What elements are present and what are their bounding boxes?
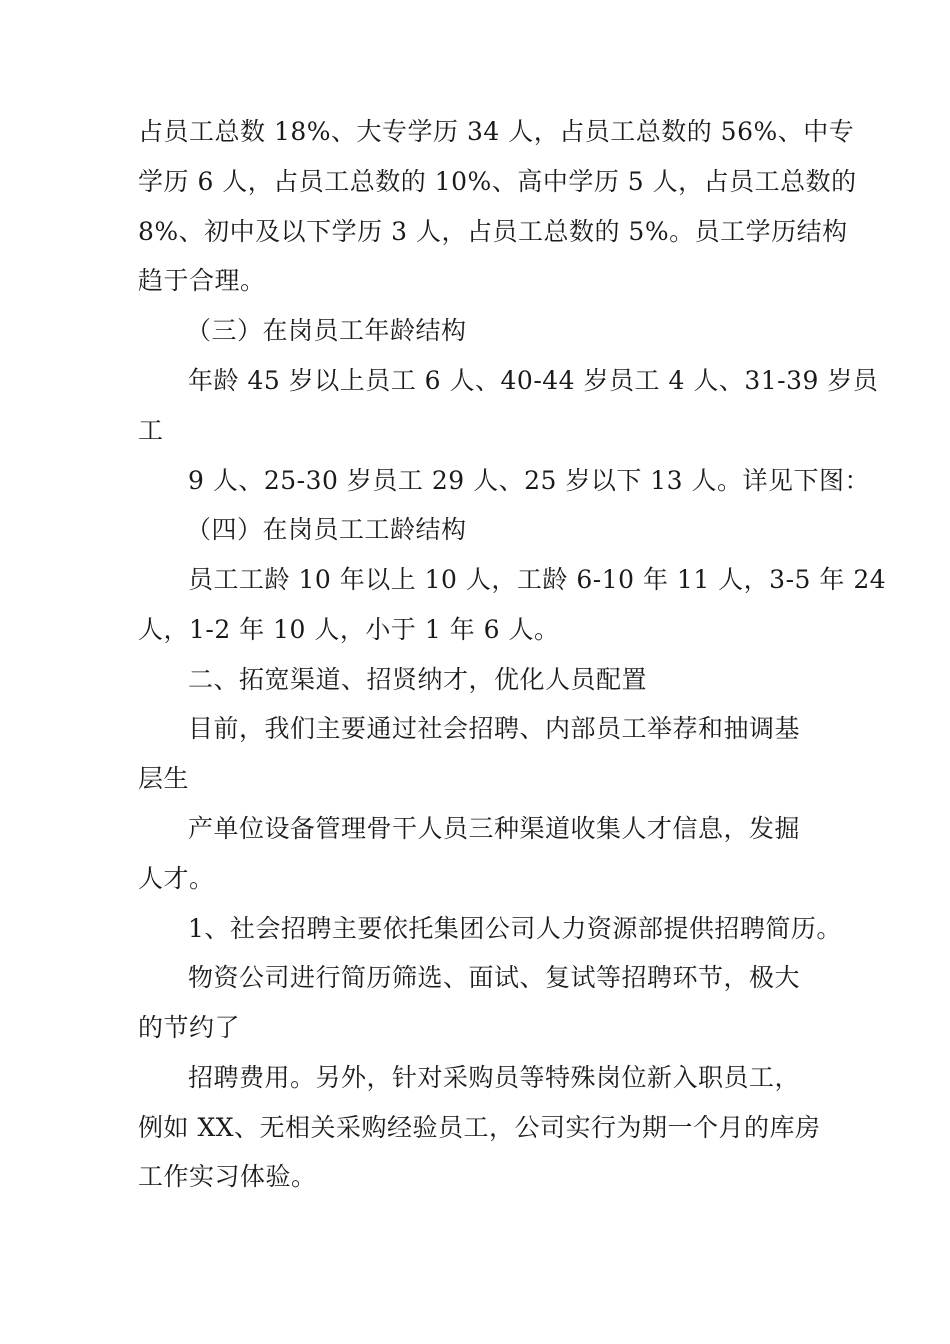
- text-line: 工: [138, 416, 164, 445]
- text-line: 人，1-2 年 10 人，小于 1 年 6 人。: [138, 615, 560, 644]
- text-line: 员工工龄 10 年以上 10 人，工龄 6-10 年 11 人，3-5 年 24: [188, 565, 887, 594]
- text-line: 工作实习体验。: [138, 1162, 317, 1191]
- text-line: 产单位设备管理骨干人员三种渠道收集人才信息，发掘: [188, 814, 801, 843]
- text-line: 学历 6 人，占员工总数的 10%、高中学历 5 人，占员工总数的: [138, 167, 857, 196]
- text-line: 年龄 45 岁以上员工 6 人、40-44 岁员工 4 人、31-39 岁员: [188, 366, 879, 395]
- section-heading: （四）在岗员工工龄结构: [186, 515, 467, 544]
- text-line: 物资公司进行简历筛选、面试、复试等招聘环节，极大: [188, 963, 801, 992]
- text-line: 例如 XX、无相关采购经验员工，公司实行为期一个月的库房: [138, 1113, 821, 1142]
- text-line: 1、社会招聘主要依托集团公司人力资源部提供招聘简历。: [188, 914, 842, 943]
- text-line: 目前，我们主要通过社会招聘、内部员工举荐和抽调基: [188, 714, 801, 743]
- section-heading: （三）在岗员工年龄结构: [186, 316, 467, 345]
- text-line: 9 人、25-30 岁员工 29 人、25 岁以下 13 人。详见下图：: [188, 466, 871, 495]
- text-line: 趋于合理。: [138, 266, 266, 295]
- text-line: 8%、初中及以下学历 3 人，占员工总数的 5%。员工学历结构: [138, 217, 848, 246]
- text-line: 占员工总数 18%、大专学历 34 人，占员工总数的 56%、中专: [138, 117, 855, 146]
- section-heading: 二、拓宽渠道、招贤纳才，优化人员配置: [188, 665, 648, 694]
- text-line: 的节约了: [138, 1013, 241, 1042]
- text-line: 人才。: [138, 864, 215, 893]
- text-line: 招聘费用。另外，针对采购员等特殊岗位新入职员工，: [188, 1063, 801, 1092]
- text-line: 层生: [138, 764, 190, 793]
